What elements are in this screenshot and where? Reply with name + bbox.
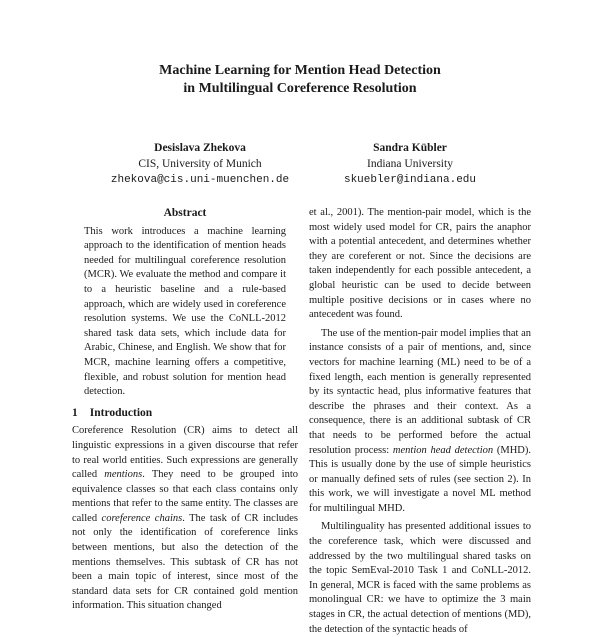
paper-title xyxy=(0,62,600,98)
right-column xyxy=(309,206,531,637)
term-mention-head-detection: mention head detection xyxy=(392,444,494,456)
abstract-text: This work introduces a machine learning approach to the identification of mention heads needed for multilingual coreference resolution (MCR). We evaluate the method and compare it to a heuristic baseline and a rule-based approach, which are widely used in coreference resolution systems. We use the CoNLL-2012 shared task data sets, which include data for Arabic, Chinese, and English. We show that for MCR, machine learning offers a competitive, flexible, and robust solution for mention head detection. xyxy=(84,225,286,398)
section-heading-introduction xyxy=(72,406,298,421)
left-column xyxy=(72,206,298,614)
author-email: zhekova@cis.uni-muenchen.de xyxy=(110,174,290,186)
section-number: 1 xyxy=(72,406,78,419)
term-coreference-chains: coreference chains xyxy=(101,512,183,524)
intro-text-c: . The task of CR includes not only the identification of coreference links between mentions, but also the detection of the mentions themselves. This subtask of CR has not been a main topic of interest, since most of the standard data sets for CR contained gold mention information. This situation changed xyxy=(72,512,299,612)
intro-text-a: Coreference Resolution (CR) aims to detect all linguistic expressions in a given discourse that refer to real world entities. Such expressions are generally called xyxy=(72,425,298,481)
right-paragraph-2 xyxy=(309,327,531,517)
title-line-1: Machine Learning for Mention Head Detection xyxy=(159,63,441,78)
author-block-2 xyxy=(305,140,515,188)
author-affiliation: Indiana University xyxy=(367,158,453,170)
intro-paragraph xyxy=(72,424,298,614)
right-paragraph-1: et al., 2001). The mention-pair model, which is the most widely used model for CR, pairs the anaphor with a potential antecedent, and determines whether they are coreferent or not. Since the decisions are taken independently for each possible antecedent, a global heuristic can be used to decide between multiple positive decisions or in cases where no antecedent was found. xyxy=(309,207,531,321)
author-affiliation: CIS, University of Munich xyxy=(138,158,262,170)
right-p2-text-a: The use of the mention-pair model implies that an instance consists of a pair of mentions, and, since vectors for machine learning (ML) need to be of a fixed length, each mention is generally represented by its syntactic head, plus informative features that describe the phrases and their context. As a consequence, there is an additional subtask of CR that needs to be performed before the actual resolution process: xyxy=(309,327,531,456)
right-p2-text-b: (MHD). This is usually done by the use of simple heuristics or manually defined sets of rules (see section 2). In this work, we will investigate a novel ML method for multilingual MHD. xyxy=(309,444,531,514)
title-line-2: in Multilingual Coreference Resolution xyxy=(183,81,417,96)
section-title: Introduction xyxy=(89,406,153,419)
author-block-1 xyxy=(95,140,305,188)
term-mentions: mentions xyxy=(104,469,143,481)
abstract-body xyxy=(72,225,298,400)
author-name: Desislava Zhekova xyxy=(154,142,246,154)
author-name: Sandra Kübler xyxy=(373,142,447,154)
author-email: skuebler@indiana.edu xyxy=(343,174,477,186)
intro-text-b: . They need to be grouped into equivalence classes so that each class contains only mentions that refer to the same entity. The classes are called xyxy=(72,469,298,524)
abstract-heading: Abstract xyxy=(163,207,207,219)
right-paragraph-3: Multilinguality has presented additional issues to the coreference task, which were discussed and addressed by the two multilingual shared tasks on the topic SemEval-2010 Task 1 and CoNLL-2012. In general, MCR is faced with the same problems as monolingual CR: we have to optimize the 3 main stages in CR, the actual detection of mentions (MD), the detection of the syntactic heads of xyxy=(309,521,531,635)
